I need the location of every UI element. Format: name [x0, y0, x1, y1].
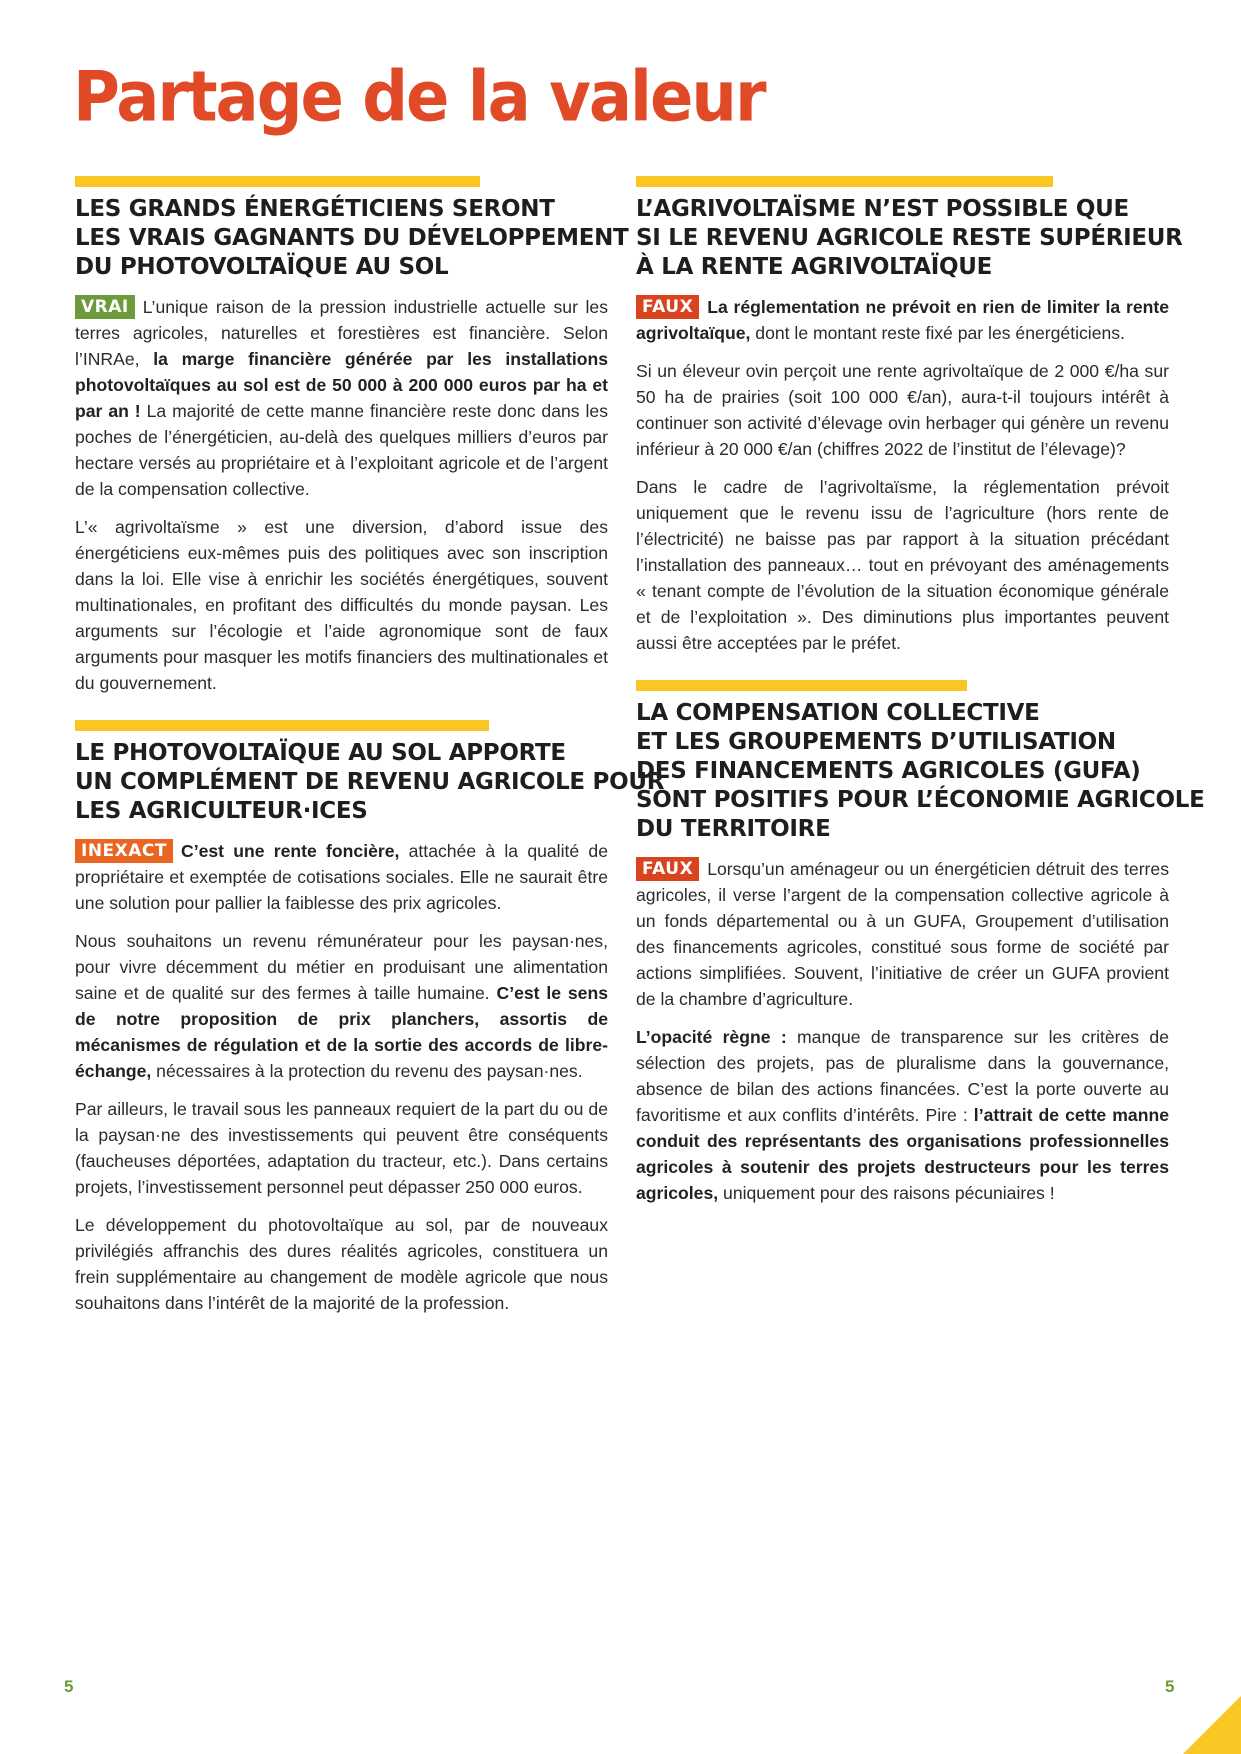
paragraph: Dans le cadre de l’agrivoltaïsme, la réglementation prévoit uniquement que le revenu issu de l’agriculture (hors rente de l’électricité) ne baisse pas par rapport à la situation précédant l’installation des panneaux… tout en prévoyant des aménagements « tenant compte de l’évolution de la situation économique générale et de l’exploitation ». Des diminutions plus importantes peuvent aussi être acceptées par le préfet.: [636, 477, 1169, 653]
paragraph: FAUX Lorsqu’un aménageur ou un énergéticien détruit des terres agricoles, il verse l’argent de la compensation collective agricole à un fonds départemental ou à un GUFA, Groupement d’utilisation des financements agricoles, constitué sous forme de société par actions simplifiées. Souvent, l’initiative de créer un GUFA provient de la chambre d’agriculture.: [636, 859, 1169, 1009]
paragraph: INEXACT C’est une rente foncière, attachée à la qualité de propriétaire et exemptée de cotisations sociales. Elle ne saurait être une solution pour pallier la faiblesse des prix agricoles.: [75, 841, 608, 913]
paragraph: FAUX La réglementation ne prévoit en rien de limiter la rente agrivoltaïque, dont le montant reste fixé par les énergéticiens.: [636, 297, 1169, 343]
section-heading: LES GRANDS ÉNERGÉTICIENS SERONT LES VRAIS GAGNANTS DU DÉVELOPPEMENT DU PHOTOVOLTAÏQUE AU SOL: [75, 196, 629, 280]
section-compensation-collective: [636, 680, 1205, 1206]
verdict-badge-faux: FAUX: [636, 295, 699, 319]
verdict-badge-inexact: INEXACT: [75, 839, 173, 863]
paragraph: Le développement du photovoltaïque au sol, par de nouveaux privilégiés affranchis des dures réalités agricoles, constituera un frein supplémentaire au changement de modèle agricole que nous souhaitons dans l’intérêt de la majorité de la profession.: [75, 1215, 608, 1313]
section-heading: LE PHOTOVOLTAÏQUE AU SOL APPORTE UN COMPLÉMENT DE REVENU AGRICOLE POUR LES AGRICULTEUR·ICES: [75, 740, 665, 824]
paragraph: Si un éleveur ovin perçoit une rente agrivoltaïque de 2 000 €/ha sur 50 ha de prairies (soit 100 000 €/an), aura-t-il toujours intérêt à continuer son activité d’élevage ovin herbager qui génère un revenu inférieur à 20 000 €/an (chiffres 2022 de l’institut de l’élevage)?: [636, 361, 1169, 459]
section-complement-revenu: [75, 720, 665, 1316]
section-accent-bar: [636, 680, 967, 691]
corner-decoration: [1183, 1696, 1241, 1754]
paragraph: L’opacité règne : manque de transparence sur les critères de sélection des projets, pas de pluralisme dans la gouvernance, absence de bilan des actions financées. C’est la porte ouverte au favoritisme et aux conflits d’intérêts. Pire : l’attrait de cette manne conduit des représentants des organisations professionnelles agricoles à soutenir des projets destructeurs pour les terres agricoles, uniquement pour des raisons pécuniaires !: [636, 1027, 1169, 1203]
section-grands-energeticiens: [75, 176, 629, 696]
section-accent-bar: [75, 176, 480, 187]
section-heading: LA COMPENSATION COLLECTIVE ET LES GROUPEMENTS D’UTILISATION DES FINANCEMENTS AGRICOLES (GUFA) SONT POSITIFS POUR L’ÉCONOMIE AGRICOLE DU TERRITOIRE: [636, 700, 1205, 842]
verdict-badge-faux: FAUX: [636, 857, 699, 881]
section-accent-bar: [636, 176, 1053, 187]
page-number-left: 5: [64, 1677, 74, 1696]
page-title: Partage de la valeur: [73, 57, 765, 138]
right-column: [636, 176, 1205, 1218]
verdict-badge-vrai: VRAI: [75, 295, 135, 319]
left-column: [75, 176, 665, 1328]
section-agrivoltaisme-possible: [636, 176, 1183, 656]
paragraph: Nous souhaitons un revenu rémunérateur pour les paysan·nes, pour vivre décemment du métier en produisant une alimentation saine et de qualité sur des fermes à taille humaine. C’est le sens de notre proposition de prix planchers, assortis de mécanismes de régulation et de la sortie des accords de libre-échange, nécessaires à la protection du revenu des paysan·nes.: [75, 931, 608, 1081]
page-number-right: 5: [1165, 1677, 1175, 1696]
paragraph: VRAI L’unique raison de la pression industrielle actuelle sur les terres agricoles, naturelles et forestières est financière. Selon l’INRAe, la marge financière générée par les installations photovoltaïques au sol est de 50 000 à 200 000 euros par ha et par an ! La majorité de cette manne financière reste donc dans les poches de l’énergéticien, au-delà des quelques milliers d’euros par hectare versés au propriétaire et à l’exploitant agricole et de l’argent de la compensation collective.: [75, 297, 608, 499]
paragraph: Par ailleurs, le travail sous les panneaux requiert de la part du ou de la paysan·ne des investissements qui peuvent être conséquents (faucheuses déportées, adaptation du tracteur, etc.). Dans certains projets, l’investissement personnel peut dépasser 250 000 euros.: [75, 1099, 608, 1197]
section-heading: L’AGRIVOLTAÏSME N’EST POSSIBLE QUE SI LE REVENU AGRICOLE RESTE SUPÉRIEUR À LA RENTE AGRIVOLTAÏQUE: [636, 196, 1183, 280]
paragraph: L’« agrivoltaïsme » est une diversion, d’abord issue des énergéticiens eux-mêmes puis des politiques avec son inscription dans la loi. Elle vise à enrichir les sociétés énergétiques, souvent multinationales, en profitant des difficultés du monde paysan. Les arguments sur l’écologie et l’aide agronomique sont de faux arguments pour masquer les motifs financiers des multinationales et du gouvernement.: [75, 517, 608, 693]
section-accent-bar: [75, 720, 489, 731]
